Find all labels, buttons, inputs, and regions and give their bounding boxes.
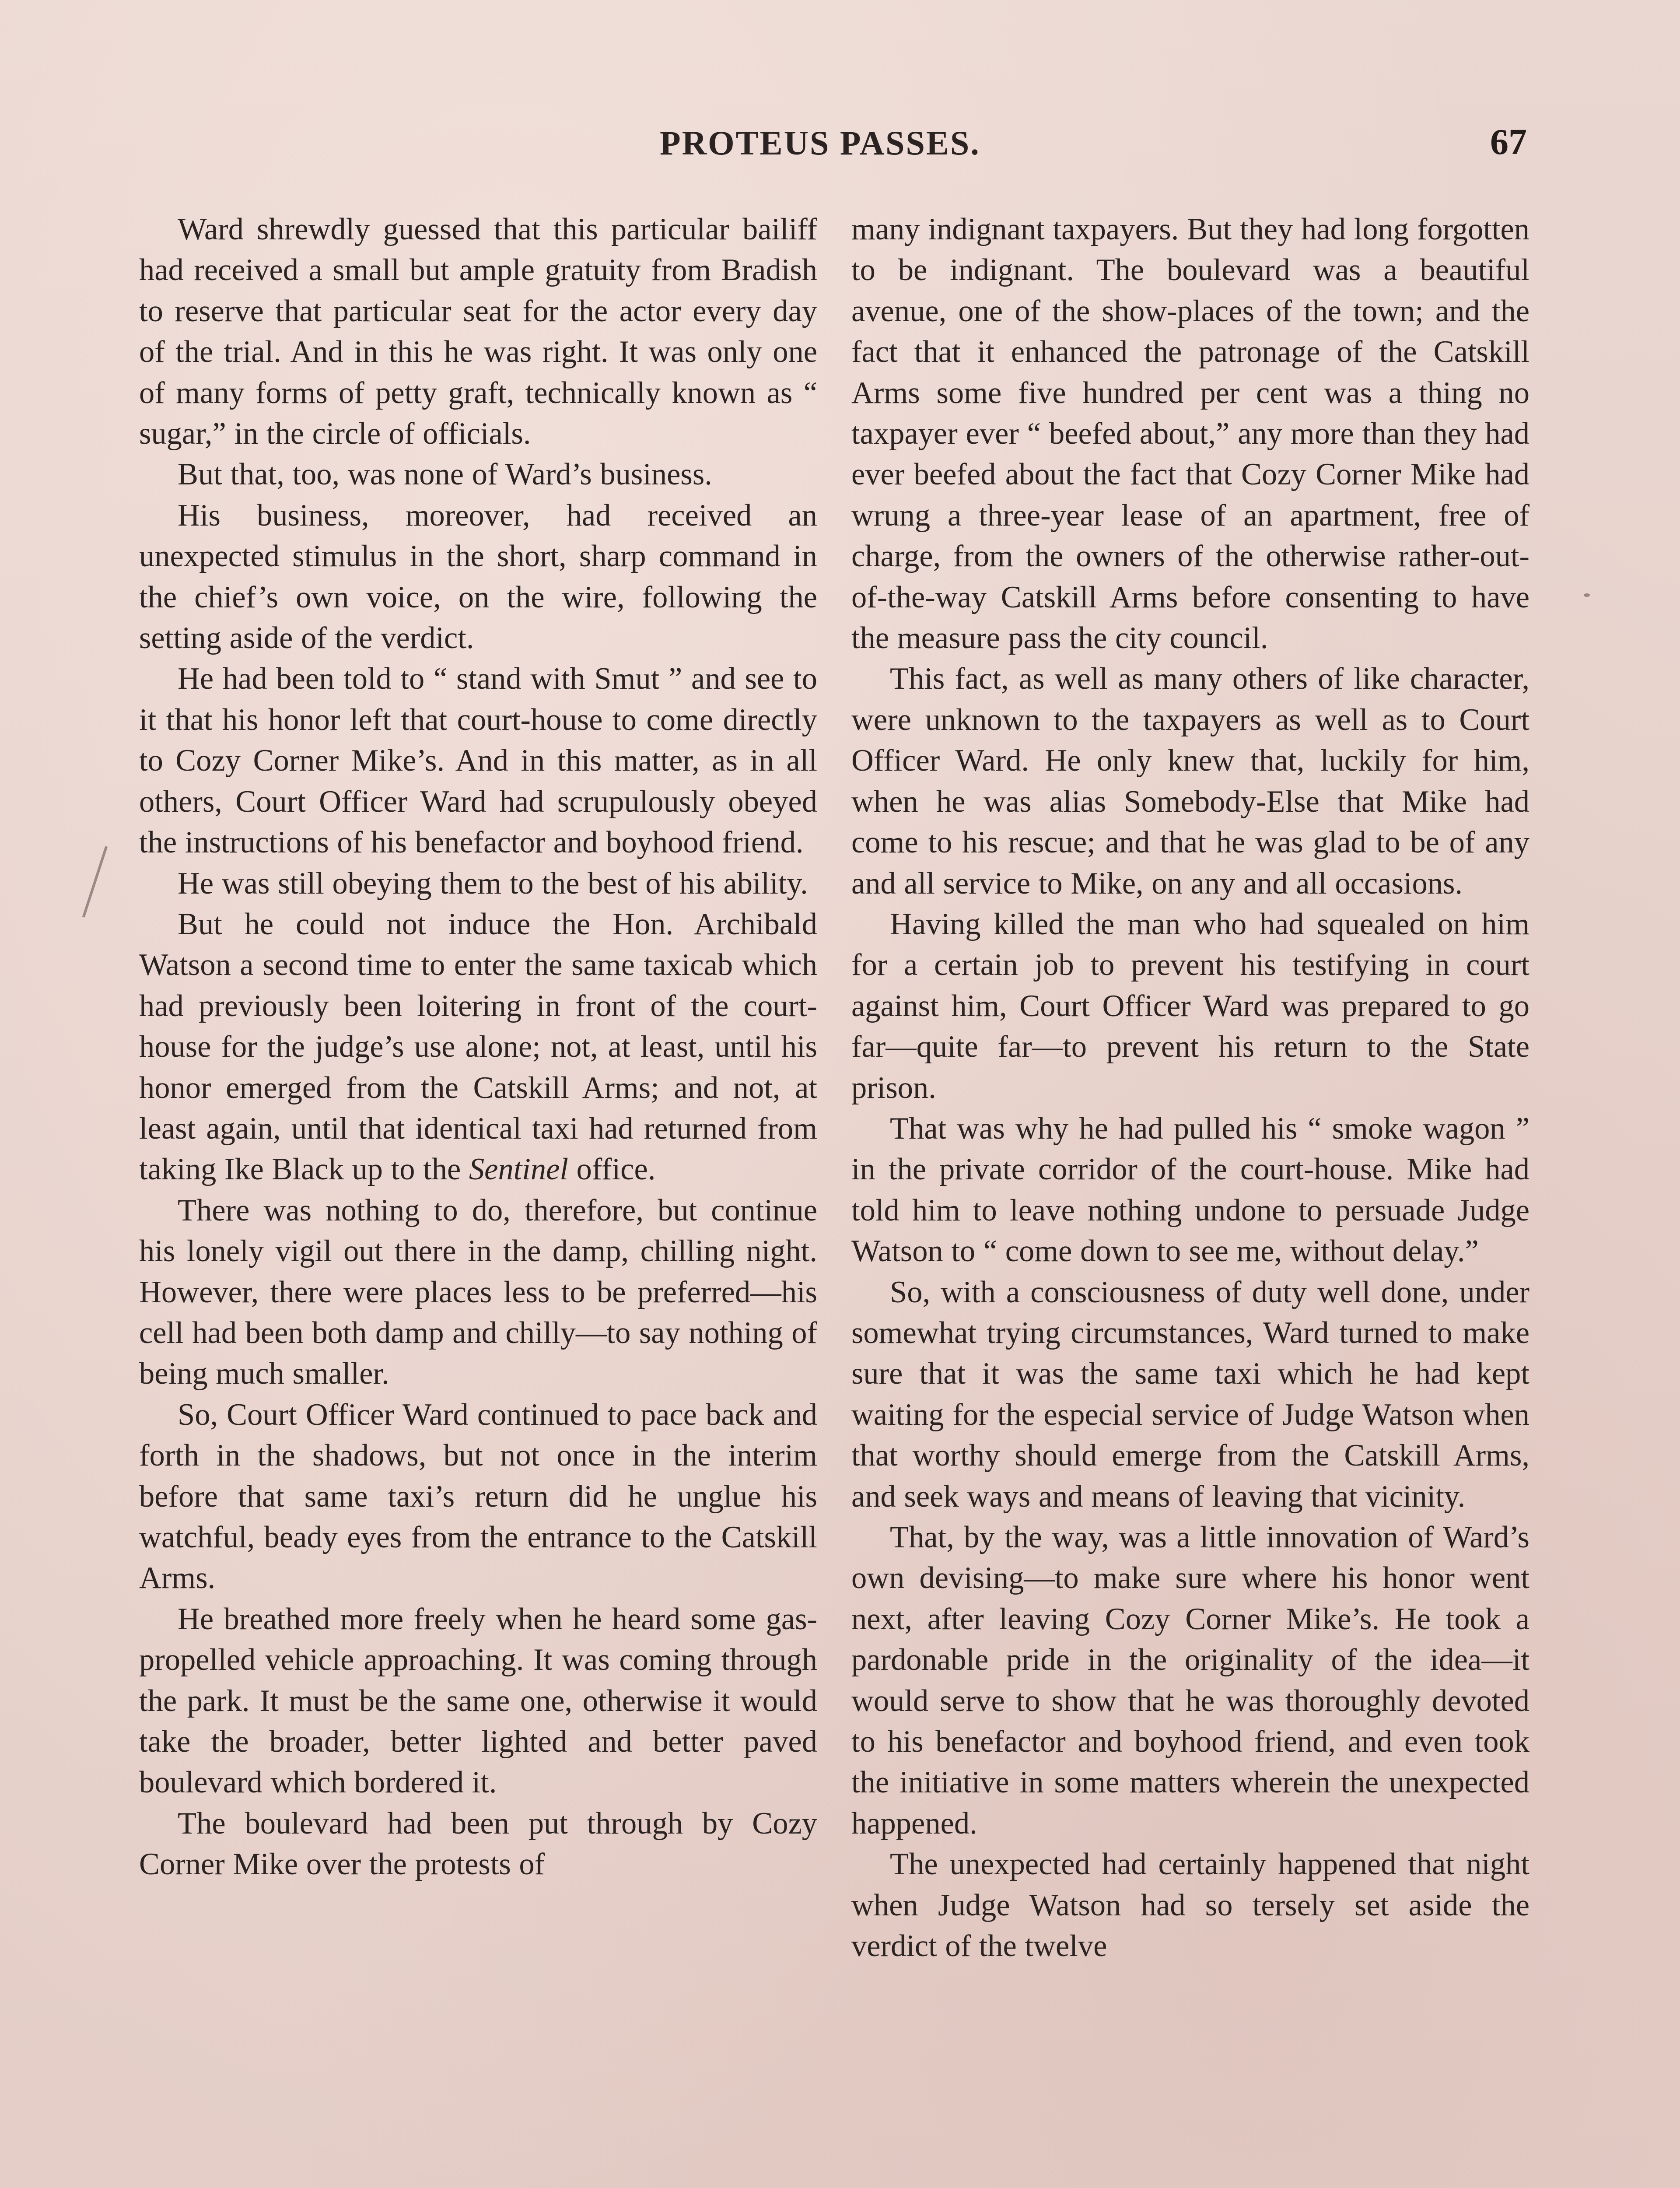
paragraph: He had been told to “ stand with Smut ” and see to it that his honor left that court-house to come directly to Cozy Corner Mike’s. And in this matter, as in all others, Court Officer Ward had scrupulously obeyed the instructions of his benefactor and boyhood friend.: [139, 662, 817, 860]
pencil-mark: [82, 846, 108, 918]
paragraph: This fact, as well as many others of like character, were unknown to the taxpayers as well as to Court Officer Ward. He only knew that, luckily for him, when he was alias Somebody-Else that Mike had come to his rescue; and that he was glad to be of any and all service to Mike, on any and all occasions.: [851, 662, 1530, 901]
paragraph: But that, too, was none of Ward’s business.: [178, 457, 712, 492]
paragraph: So, Court Officer Ward continued to pace back and forth in the shadows, but not once in the interim before that same taxi’s return did he unglue his watchful, beady eyes from the entrance to the Catskill Arms.: [139, 1397, 817, 1595]
right-column: [851, 209, 1530, 1967]
paragraph-text: But he could not induce the Hon. Archibald Watson a second time to enter the same taxicab which had previously been loitering in front of the court-house for the judge’s use alone; not, at least, until his honor emerged from the Catskill Arms; and not, at least again, until that identical taxi had returned from taking Ike Black up to the: [139, 907, 817, 1187]
paragraph: The boulevard had been put through by Cozy Corner Mike over the protests of: [139, 1806, 817, 1882]
paragraph: There was nothing to do, therefore, but continue his lonely vigil out there in the damp, chilling night. However, there were places less to be preferred—his cell had been both damp and chilly—to say nothing of being much smaller.: [139, 1193, 817, 1391]
newspaper-name: Sentinel: [469, 1152, 569, 1187]
paragraph: So, with a consciousness of duty well done, under somewhat trying circumstances, Ward turned to make sure that it was the same taxi which he had kept waiting for the especial service of Judge Watson when that worthy should emerge from the Catskill Arms, and seek ways and means of leaving that vicinity.: [851, 1275, 1530, 1514]
paragraph: He breathed more freely when he heard some gas-propelled vehicle approaching. It was coming through the park. It must be the same one, otherwise it would take the broader, better lighted and better paved boulevard which bordered it.: [139, 1602, 817, 1800]
running-head: [0, 123, 1680, 176]
paragraph: Ward shrewdly guessed that this particular bailiff had received a small but ample gratuity from Bradish to reserve that particular seat for the actor every day of the trial. And in this he was right. It was only one of many forms of petty graft, technically known as “ sugar,” in the circle of officials.: [139, 212, 817, 451]
paragraph: That, by the way, was a little innovation of Ward’s own devising—to make sure where his honor went next, after leaving Cozy Corner Mike’s. He took a pardonable pride in the originality of the idea—it would serve to show that he was thoroughly devoted to his benefactor and boyhood friend, and even took the initiative in some matters wherein the unexpected happened.: [851, 1520, 1530, 1841]
left-column: [139, 209, 817, 1885]
paragraph: That was why he had pulled his “ smoke wagon ” in the private corridor of the court-house. Mike had told him to leave nothing undone to persuade Judge Watson to “ come down to see me, without delay.”: [851, 1111, 1530, 1269]
running-title: PROTEUS PASSES.: [660, 124, 980, 162]
paragraph: The unexpected had certainly happened that night when Judge Watson had so tersely set aside the verdict of the twelve: [851, 1847, 1530, 1964]
ink-speck: [1584, 593, 1590, 597]
paragraph-text-end: office.: [568, 1152, 656, 1187]
paragraph: Having killed the man who had squealed on him for a certain job to prevent his testifying in court against him, Court Officer Ward was prepared to go far—quite far—to prevent his return to the State prison.: [851, 907, 1530, 1105]
paragraph-continued: many indignant taxpayers. But they had long forgotten to be indignant. The boulevard was a beautiful avenue, one of the show-places of the town; and the fact that it enhanced the patronage of the Catskill Arms some five hundred per cent was a thing no taxpayer ever “ beefed about,” any more than they had ever beefed about the fact that Cozy Corner Mike had wrung a three-year lease of an apartment, free of charge, from the owners of the otherwise rather-out-of-the-way Catskill Arms before consenting to have the measure pass the city council.: [851, 212, 1530, 656]
paragraph: He was still obeying them to the best of his ability.: [178, 866, 808, 901]
paragraph: His business, moreover, had received an unexpected stimulus in the short, sharp command in the chief’s own voice, on the wire, following the setting aside of the verdict.: [139, 498, 817, 656]
paragraph: [139, 904, 817, 1190]
page-number: 67: [1490, 122, 1527, 162]
